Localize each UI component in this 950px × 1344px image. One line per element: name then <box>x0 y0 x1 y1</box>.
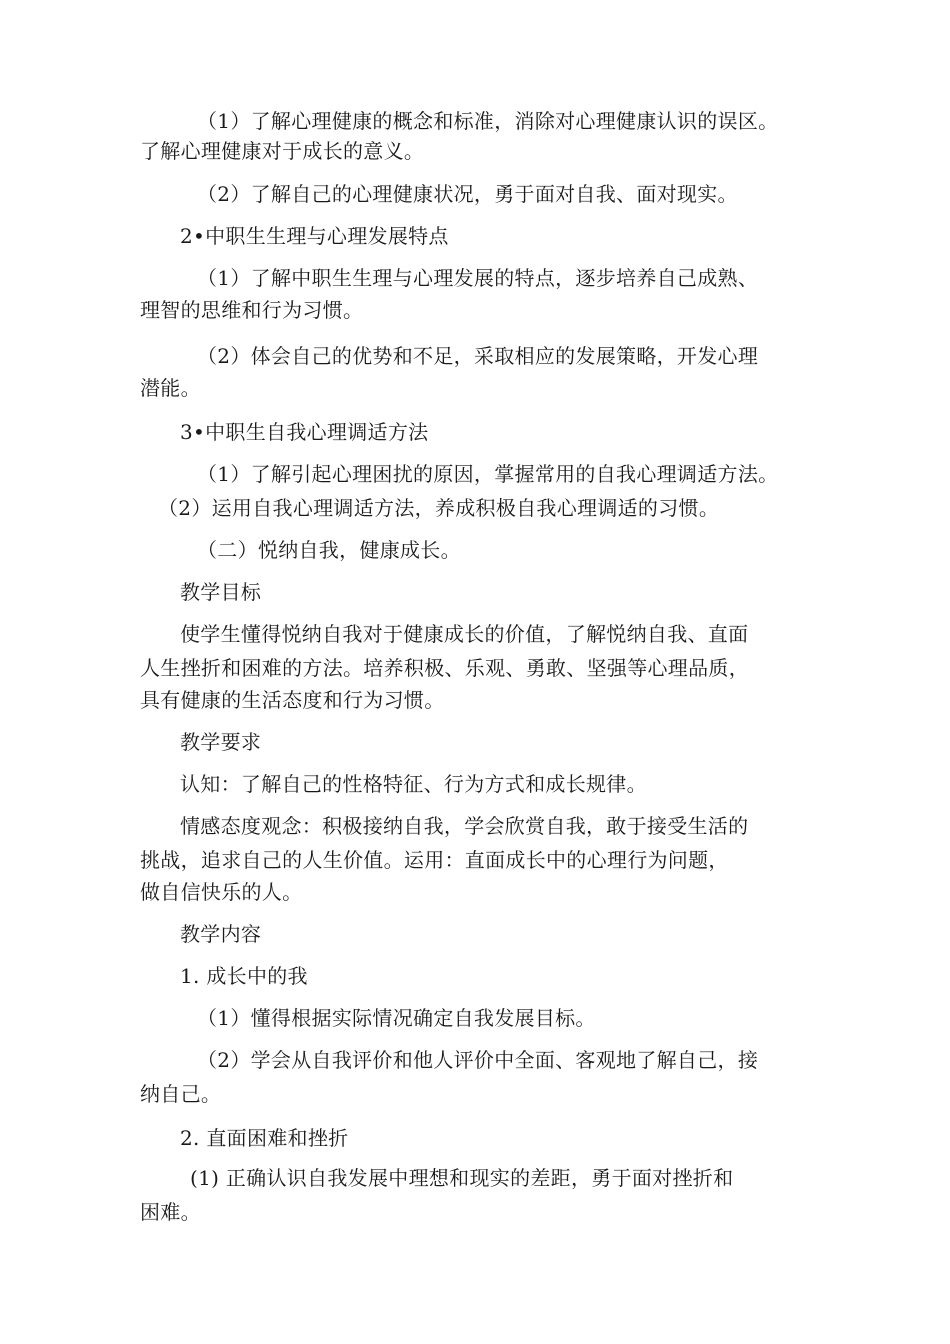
section-heading: 2•中职生生理与心理发展特点 <box>180 224 449 248</box>
section-heading: 教学内容 <box>180 922 262 946</box>
paragraph-line: 理智的思维和行为习惯。 <box>140 298 364 322</box>
paragraph-line: 情感态度观念：积极接纳自我，学会欣赏自我，敢于接受生活的 <box>180 814 749 838</box>
paragraph-line: 挑战，追求自己的人生价值。运用：直面成长中的心理行为问题， <box>140 848 729 872</box>
paragraph-line: 纳自己。 <box>140 1082 222 1106</box>
paragraph-line: （2）学会从自我评价和他人评价中全面、客观地了解自己，接 <box>197 1048 759 1072</box>
paragraph-line: 困难。 <box>140 1200 201 1224</box>
paragraph-line: 潜能。 <box>140 376 201 400</box>
paragraph-line: (1) 正确认识自我发展中理想和现实的差距，勇于面对挫折和 <box>190 1166 734 1190</box>
paragraph-line: （1）了解引起心理困扰的原因，掌握常用的自我心理调适方法。 <box>197 462 779 486</box>
paragraph-line: 做自信快乐的人。 <box>140 880 303 904</box>
section-heading: （二）悦纳自我，健康成长。 <box>197 538 461 562</box>
paragraph-line: （2）运用自我心理调适方法，养成积极自我心理调适的习惯。 <box>158 496 720 520</box>
paragraph-line: （2）体会自己的优势和不足，采取相应的发展策略，开发心理 <box>197 344 759 368</box>
paragraph-line: 使学生懂得悦纳自我对于健康成长的价值，了解悦纳自我、直面 <box>180 622 749 646</box>
section-heading: 1. 成长中的我 <box>180 964 308 988</box>
paragraph-line: （2）了解自己的心理健康状况，勇于面对自我、面对现实。 <box>197 182 738 206</box>
section-heading: 教学要求 <box>180 730 262 754</box>
paragraph-line: 认知：了解自己的性格特征、行为方式和成长规律。 <box>180 772 647 796</box>
paragraph-line: 具有健康的生活态度和行为习惯。 <box>140 688 445 712</box>
section-heading: 教学目标 <box>180 580 262 604</box>
paragraph-line: （1）懂得根据实际情况确定自我发展目标。 <box>197 1006 596 1030</box>
paragraph-line: （1）了解中职生生理与心理发展的特点，逐步培养自己成熟、 <box>197 266 759 290</box>
paragraph-line: 了解心理健康对于成长的意义。 <box>140 139 425 163</box>
section-heading: 2. 直面困难和挫折 <box>180 1126 349 1150</box>
paragraph-line: （1）了解心理健康的概念和标准，消除对心理健康认识的误区。 <box>197 109 779 133</box>
section-heading: 3•中职生自我心理调适方法 <box>180 420 429 444</box>
paragraph-line: 人生挫折和困难的方法。培养积极、乐观、勇敢、坚强等心理品质， <box>140 656 749 680</box>
